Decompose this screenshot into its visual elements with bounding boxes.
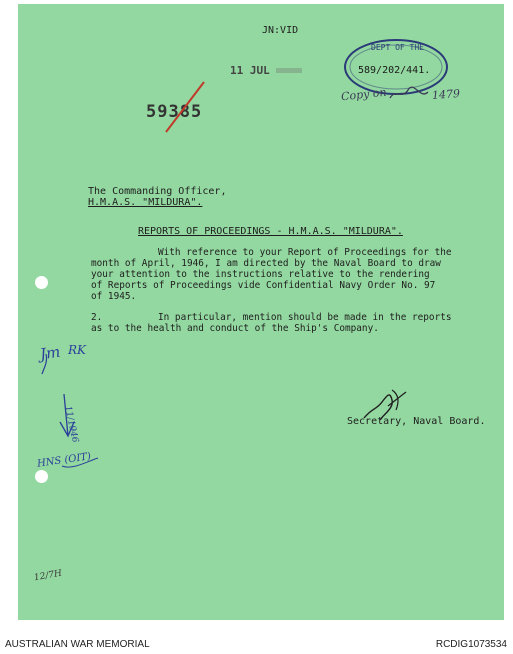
para2-line-1: In particular, mention should be made in the reports (158, 312, 452, 323)
punch-hole-lower (35, 470, 48, 483)
para1-line-4: of Reports of Proceedings vide Confidential Navy Order No. 97 (91, 280, 436, 291)
para2-number: 2. (91, 312, 103, 323)
para1-line-3: your attention to the instructions relative to the rendering (91, 269, 430, 280)
reference-initials: JN:VID (262, 25, 299, 36)
addressee-line-1: The Commanding Officer, (88, 186, 227, 197)
signatory-line: Secretary, Naval Board. (347, 416, 486, 427)
initials-rk: RK (68, 343, 86, 357)
para1-line-1: With reference to your Report of Proceedings for the (158, 247, 452, 258)
file-note: 12/7H (33, 568, 63, 584)
hns-underline (60, 456, 100, 470)
footer-identifier: RCDIG1073534 (435, 639, 507, 650)
initials-flourish (38, 352, 54, 376)
para1-line-2: month of April, 1946, I am directed by the Naval Board to draw (91, 258, 441, 269)
copy-note: Copy on (340, 85, 388, 104)
date-note: 11/1946 (62, 405, 80, 444)
footer-source: AUSTRALIAN WAR MEMORIAL (5, 639, 150, 650)
stamp-number: 589/202/441. (358, 65, 431, 76)
addressee-line-2: H.M.A.S. "MILDURA". (88, 197, 203, 208)
punch-hole-upper (35, 276, 48, 289)
para1-line-5: of 1945. (91, 291, 137, 302)
date-stamp: 11 JUL (230, 64, 277, 77)
hns-note: HNS (OIT) (36, 451, 92, 470)
para2-line-2: as to the health and conduct of the Ship's Company. (91, 323, 379, 334)
copy-number: 1479 (431, 87, 461, 102)
stamp-department: DEPT OF THE (371, 43, 424, 52)
file-number: 59385 (146, 102, 203, 122)
date-stamp-smudge (276, 68, 302, 73)
strikethrough-mark (160, 78, 210, 138)
initials-jm: Jm (38, 342, 62, 364)
copy-note-scribble (388, 86, 430, 102)
subject-line: REPORTS OF PROCEEDINGS - H.M.A.S. "MILDURA". (138, 226, 403, 237)
